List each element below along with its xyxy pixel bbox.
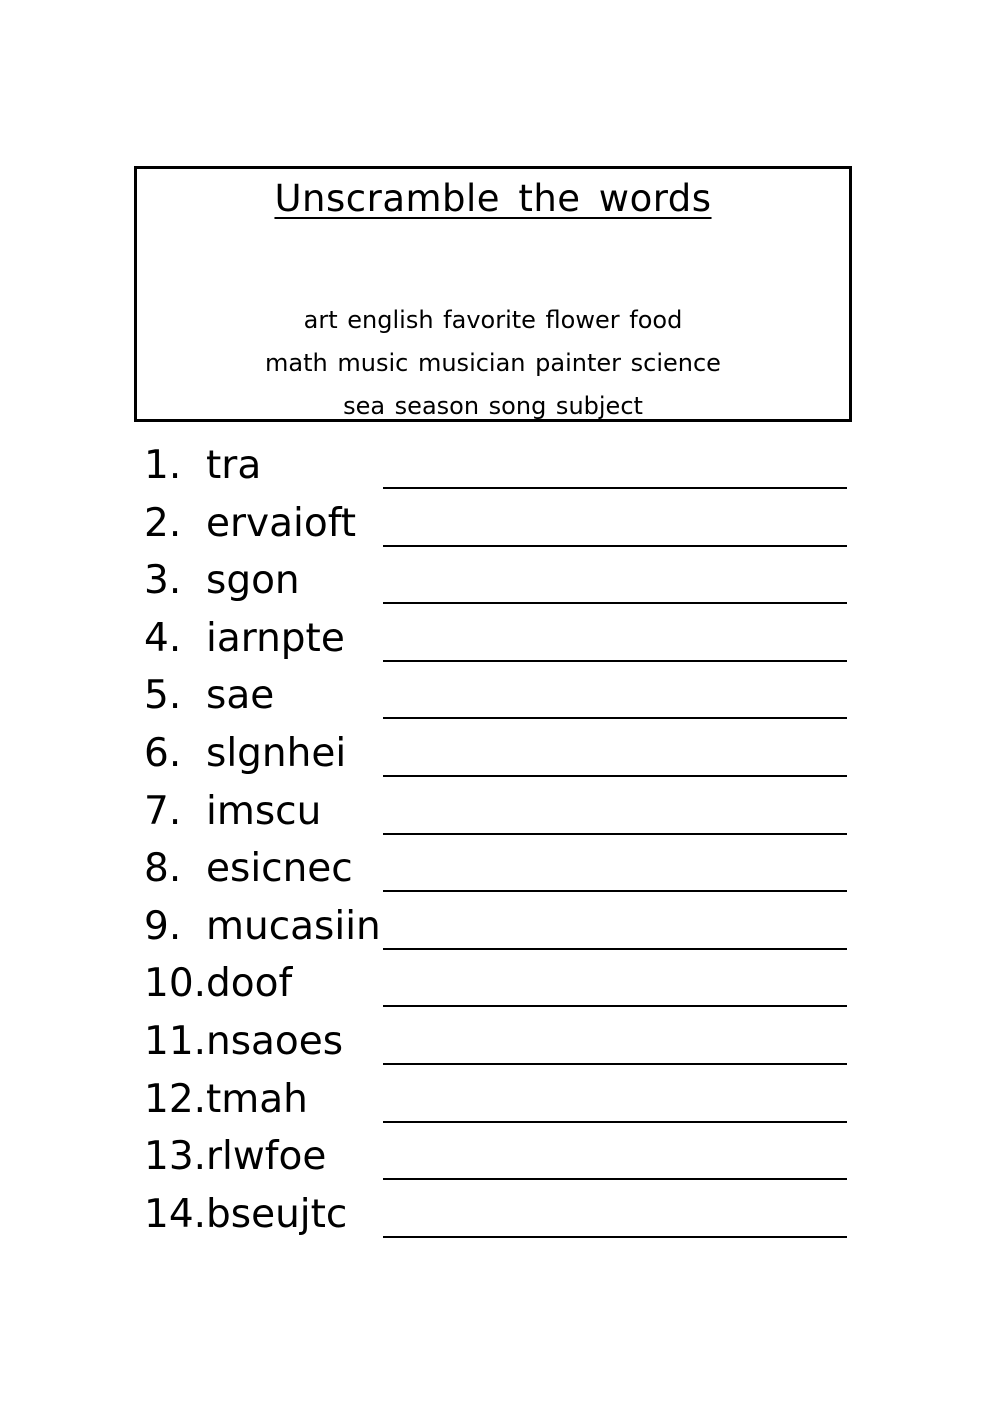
- scrambled-word: sgon: [206, 558, 300, 604]
- answer-line[interactable]: [383, 1121, 847, 1123]
- answer-line[interactable]: [383, 1236, 847, 1238]
- exercise-number: 4.: [144, 615, 182, 661]
- exercise-number: 12.: [144, 1076, 207, 1122]
- exercise-row: [140, 1185, 852, 1243]
- worksheet-title-text: Unscramble the words: [274, 177, 712, 220]
- scrambled-word: rlwfoe: [206, 1134, 327, 1180]
- answer-line[interactable]: [383, 487, 847, 489]
- scrambled-word: sae: [206, 673, 275, 719]
- exercise-number: 3.: [144, 558, 182, 604]
- exercise-number: 2.: [144, 500, 182, 546]
- exercise-number: 14.: [144, 1191, 207, 1237]
- exercise-row: [140, 551, 852, 609]
- exercise-number: 7.: [144, 788, 182, 834]
- answer-line[interactable]: [383, 717, 847, 719]
- exercise-number: 13.: [144, 1134, 207, 1180]
- exercise-number: 6.: [144, 730, 182, 776]
- exercise-number: 10.: [144, 961, 207, 1007]
- word-bank-line: math music musician painter science: [265, 349, 721, 377]
- exercise-row: [140, 666, 852, 724]
- answer-line[interactable]: [383, 545, 847, 547]
- exercise-list: [140, 436, 852, 1242]
- exercise-row: [140, 1127, 852, 1185]
- exercise-row: [140, 724, 852, 782]
- scrambled-word: tmah: [206, 1076, 308, 1122]
- word-bank-box: [134, 166, 852, 422]
- answer-line[interactable]: [383, 948, 847, 950]
- answer-line[interactable]: [383, 1005, 847, 1007]
- exercise-row: [140, 897, 852, 955]
- exercise-row: [140, 609, 852, 667]
- word-bank-line: sea season song subject: [343, 392, 643, 420]
- scrambled-word: nsaoes: [206, 1018, 344, 1064]
- scrambled-word: esicnec: [206, 846, 353, 892]
- exercise-row: [140, 494, 852, 552]
- exercise-row: [140, 436, 852, 494]
- worksheet-title: [137, 177, 849, 221]
- word-bank-line: art english favorite flower food: [303, 306, 683, 334]
- exercise-number: 5.: [144, 673, 182, 719]
- answer-line[interactable]: [383, 775, 847, 777]
- answer-line[interactable]: [383, 1063, 847, 1065]
- scrambled-word: imscu: [206, 788, 322, 834]
- scrambled-word: mucasiin: [206, 903, 381, 949]
- exercise-number: 11.: [144, 1018, 207, 1064]
- exercise-number: 9.: [144, 903, 182, 949]
- word-bank: [137, 299, 849, 428]
- exercise-row: [140, 954, 852, 1012]
- exercise-row: [140, 1070, 852, 1128]
- answer-line[interactable]: [383, 833, 847, 835]
- exercise-row: [140, 1012, 852, 1070]
- answer-line[interactable]: [383, 602, 847, 604]
- answer-line[interactable]: [383, 890, 847, 892]
- exercise-number: 8.: [144, 846, 182, 892]
- scrambled-word: ervaioft: [206, 500, 357, 546]
- exercise-row: [140, 782, 852, 840]
- answer-line[interactable]: [383, 1178, 847, 1180]
- scrambled-word: tra: [206, 443, 262, 488]
- exercise-row: [140, 839, 852, 897]
- exercise-number: 1.: [144, 443, 182, 488]
- scrambled-word: bseujtc: [206, 1191, 348, 1237]
- answer-line[interactable]: [383, 660, 847, 662]
- scrambled-word: iarnpte: [206, 615, 345, 661]
- scrambled-word: slgnhei: [206, 730, 347, 776]
- scrambled-word: doof: [206, 961, 293, 1007]
